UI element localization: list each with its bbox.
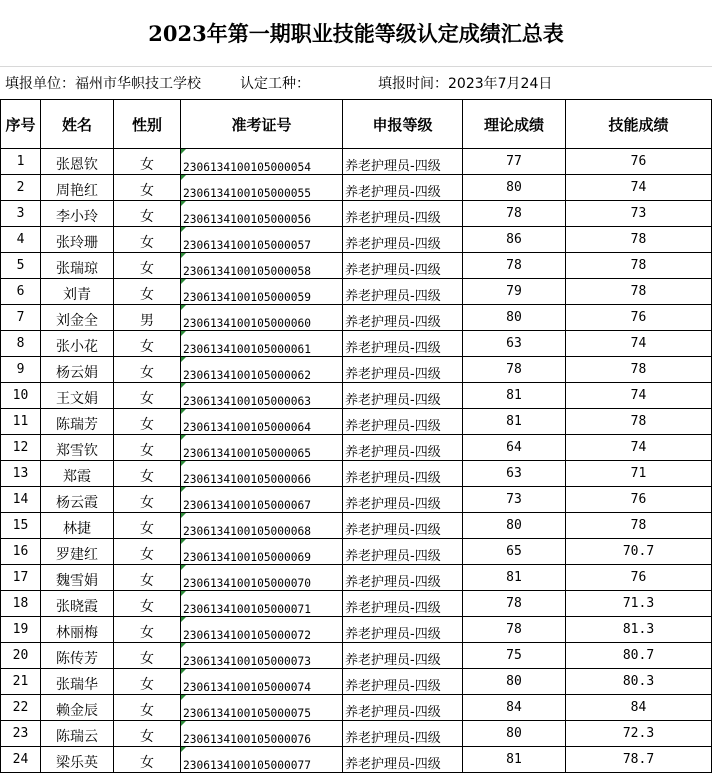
ticket-number: 2306134100105000059 (181, 279, 343, 305)
theory-score: 84 (463, 695, 566, 721)
row-index: 13 (1, 461, 41, 487)
row-index: 5 (1, 253, 41, 279)
skill-score: 76 (566, 565, 712, 591)
student-gender: 女 (114, 487, 181, 513)
student-name: 杨云娟 (41, 357, 114, 383)
student-name: 林丽梅 (41, 617, 114, 643)
student-gender: 女 (114, 565, 181, 591)
declared-level: 养老护理员-四级 (343, 201, 463, 227)
student-gender: 女 (114, 513, 181, 539)
student-name: 刘金全 (41, 305, 114, 331)
student-gender: 女 (114, 721, 181, 747)
table-row (1, 175, 712, 201)
declared-level: 养老护理员-四级 (343, 435, 463, 461)
ticket-number: 2306134100105000068 (181, 513, 343, 539)
skill-score: 71 (566, 461, 712, 487)
declared-level: 养老护理员-四级 (343, 253, 463, 279)
ticket-number: 2306134100105000067 (181, 487, 343, 513)
student-gender: 女 (114, 669, 181, 695)
student-name: 魏雪娟 (41, 565, 114, 591)
declared-level: 养老护理员-四级 (343, 227, 463, 253)
student-name: 罗建红 (41, 539, 114, 565)
theory-score: 64 (463, 435, 566, 461)
theory-score: 73 (463, 487, 566, 513)
table-row (1, 617, 712, 643)
student-gender: 女 (114, 331, 181, 357)
theory-score: 80 (463, 721, 566, 747)
ticket-number: 2306134100105000069 (181, 539, 343, 565)
student-name: 郑雪钦 (41, 435, 114, 461)
student-name: 陈传芳 (41, 643, 114, 669)
table-row (1, 487, 712, 513)
row-index: 24 (1, 747, 41, 773)
row-index: 17 (1, 565, 41, 591)
row-index: 14 (1, 487, 41, 513)
skill-score: 78 (566, 513, 712, 539)
student-name: 周艳红 (41, 175, 114, 201)
student-gender: 女 (114, 227, 181, 253)
declared-level: 养老护理员-四级 (343, 149, 463, 175)
theory-score: 80 (463, 513, 566, 539)
ticket-number: 2306134100105000075 (181, 695, 343, 721)
skill-score: 80.3 (566, 669, 712, 695)
ticket-number: 2306134100105000063 (181, 383, 343, 409)
student-gender: 女 (114, 201, 181, 227)
theory-score: 81 (463, 565, 566, 591)
theory-score: 78 (463, 591, 566, 617)
declared-level: 养老护理员-四级 (343, 591, 463, 617)
theory-score: 80 (463, 669, 566, 695)
header-theory-score: 理论成绩 (463, 100, 566, 149)
skill-score: 74 (566, 383, 712, 409)
student-name: 杨云霞 (41, 487, 114, 513)
ticket-number: 2306134100105000061 (181, 331, 343, 357)
skill-score: 76 (566, 149, 712, 175)
table-row (1, 305, 712, 331)
skill-score: 81.3 (566, 617, 712, 643)
info-line (0, 66, 712, 100)
declared-level: 养老护理员-四级 (343, 695, 463, 721)
declared-level: 养老护理员-四级 (343, 669, 463, 695)
table-row (1, 331, 712, 357)
ticket-number: 2306134100105000056 (181, 201, 343, 227)
row-index: 8 (1, 331, 41, 357)
ticket-number: 2306134100105000058 (181, 253, 343, 279)
theory-score: 78 (463, 617, 566, 643)
student-gender: 女 (114, 591, 181, 617)
skill-score: 78.7 (566, 747, 712, 773)
skill-score: 78 (566, 357, 712, 383)
student-gender: 女 (114, 383, 181, 409)
ticket-number: 2306134100105000070 (181, 565, 343, 591)
student-gender: 女 (114, 253, 181, 279)
declared-level: 养老护理员-四级 (343, 175, 463, 201)
student-name: 张玲珊 (41, 227, 114, 253)
row-index: 12 (1, 435, 41, 461)
theory-score: 79 (463, 279, 566, 305)
student-gender: 女 (114, 695, 181, 721)
ticket-number: 2306134100105000057 (181, 227, 343, 253)
row-index: 15 (1, 513, 41, 539)
table-row (1, 565, 712, 591)
table-row (1, 747, 712, 773)
declared-level: 养老护理员-四级 (343, 383, 463, 409)
student-name: 张晓霞 (41, 591, 114, 617)
student-name: 梁乐英 (41, 747, 114, 773)
skill-score: 78 (566, 409, 712, 435)
ticket-number: 2306134100105000054 (181, 149, 343, 175)
table-row (1, 253, 712, 279)
ticket-number: 2306134100105000064 (181, 409, 343, 435)
table-row (1, 227, 712, 253)
theory-score: 65 (463, 539, 566, 565)
student-name: 李小玲 (41, 201, 114, 227)
skill-score: 78 (566, 253, 712, 279)
skill-score: 78 (566, 279, 712, 305)
row-index: 3 (1, 201, 41, 227)
student-name: 陈瑞芳 (41, 409, 114, 435)
declared-level: 养老护理员-四级 (343, 409, 463, 435)
student-gender: 女 (114, 175, 181, 201)
declared-level: 养老护理员-四级 (343, 747, 463, 773)
reporting-unit: 填报单位：福州市华帜技工学校 (5, 76, 201, 92)
declared-level: 养老护理员-四级 (343, 357, 463, 383)
table-row (1, 409, 712, 435)
declared-level: 养老护理员-四级 (343, 305, 463, 331)
student-name: 赖金辰 (41, 695, 114, 721)
page-title: 2023年第一期职业技能等级认定成绩汇总表 (0, 0, 712, 67)
student-name: 张瑞华 (41, 669, 114, 695)
declared-level: 养老护理员-四级 (343, 461, 463, 487)
certified-work-type: 认定工种： (240, 76, 310, 92)
table-row (1, 383, 712, 409)
row-index: 11 (1, 409, 41, 435)
table-row (1, 279, 712, 305)
header-gender: 性别 (114, 100, 181, 149)
student-gender: 女 (114, 643, 181, 669)
theory-score: 77 (463, 149, 566, 175)
theory-score: 81 (463, 409, 566, 435)
skill-score: 80.7 (566, 643, 712, 669)
declared-level: 养老护理员-四级 (343, 279, 463, 305)
student-name: 张瑞琼 (41, 253, 114, 279)
row-index: 21 (1, 669, 41, 695)
skill-score: 78 (566, 227, 712, 253)
ticket-number: 2306134100105000062 (181, 357, 343, 383)
ticket-number: 2306134100105000066 (181, 461, 343, 487)
skill-score: 76 (566, 305, 712, 331)
header-name: 姓名 (41, 100, 114, 149)
table-row (1, 695, 712, 721)
skill-score: 74 (566, 435, 712, 461)
row-index: 19 (1, 617, 41, 643)
student-name: 王文娟 (41, 383, 114, 409)
student-gender: 女 (114, 747, 181, 773)
reporting-time: 填报时间：2023年7月24日 (378, 76, 553, 92)
theory-score: 78 (463, 253, 566, 279)
table-row (1, 513, 712, 539)
ticket-number: 2306134100105000060 (181, 305, 343, 331)
skill-score: 72.3 (566, 721, 712, 747)
theory-score: 81 (463, 747, 566, 773)
declared-level: 养老护理员-四级 (343, 643, 463, 669)
declared-level: 养老护理员-四级 (343, 617, 463, 643)
row-index: 16 (1, 539, 41, 565)
skill-score: 70.7 (566, 539, 712, 565)
student-gender: 女 (114, 357, 181, 383)
ticket-number: 2306134100105000071 (181, 591, 343, 617)
table-row (1, 539, 712, 565)
table-row (1, 357, 712, 383)
ticket-number: 2306134100105000072 (181, 617, 343, 643)
theory-score: 78 (463, 357, 566, 383)
header-skill-score: 技能成绩 (566, 100, 712, 149)
theory-score: 80 (463, 175, 566, 201)
theory-score: 75 (463, 643, 566, 669)
student-name: 郑霞 (41, 461, 114, 487)
score-table (0, 99, 712, 773)
ticket-number: 2306134100105000055 (181, 175, 343, 201)
table-row (1, 435, 712, 461)
row-index: 10 (1, 383, 41, 409)
student-gender: 女 (114, 409, 181, 435)
declared-level: 养老护理员-四级 (343, 721, 463, 747)
declared-level: 养老护理员-四级 (343, 539, 463, 565)
theory-score: 86 (463, 227, 566, 253)
table-row (1, 461, 712, 487)
declared-level: 养老护理员-四级 (343, 331, 463, 357)
row-index: 22 (1, 695, 41, 721)
declared-level: 养老护理员-四级 (343, 565, 463, 591)
header-index: 序号 (1, 100, 41, 149)
ticket-number: 2306134100105000065 (181, 435, 343, 461)
row-index: 2 (1, 175, 41, 201)
table-header-row (1, 100, 712, 149)
theory-score: 81 (463, 383, 566, 409)
table-row (1, 721, 712, 747)
header-ticket-number: 准考证号 (181, 100, 343, 149)
student-gender: 女 (114, 149, 181, 175)
row-index: 9 (1, 357, 41, 383)
student-gender: 女 (114, 539, 181, 565)
table-row (1, 201, 712, 227)
table-row (1, 669, 712, 695)
student-name: 陈瑞云 (41, 721, 114, 747)
row-index: 7 (1, 305, 41, 331)
ticket-number: 2306134100105000076 (181, 721, 343, 747)
skill-score: 74 (566, 175, 712, 201)
row-index: 6 (1, 279, 41, 305)
student-gender: 女 (114, 435, 181, 461)
student-gender: 女 (114, 279, 181, 305)
theory-score: 63 (463, 461, 566, 487)
student-gender: 男 (114, 305, 181, 331)
ticket-number: 2306134100105000073 (181, 643, 343, 669)
student-gender: 女 (114, 461, 181, 487)
student-gender: 女 (114, 617, 181, 643)
declared-level: 养老护理员-四级 (343, 513, 463, 539)
table-row (1, 643, 712, 669)
theory-score: 80 (463, 305, 566, 331)
student-name: 张小花 (41, 331, 114, 357)
skill-score: 84 (566, 695, 712, 721)
skill-score: 73 (566, 201, 712, 227)
table-row (1, 149, 712, 175)
skill-score: 74 (566, 331, 712, 357)
student-name: 张恩钦 (41, 149, 114, 175)
student-name: 刘青 (41, 279, 114, 305)
ticket-number: 2306134100105000074 (181, 669, 343, 695)
table-row (1, 591, 712, 617)
row-index: 18 (1, 591, 41, 617)
header-level: 申报等级 (343, 100, 463, 149)
theory-score: 63 (463, 331, 566, 357)
row-index: 1 (1, 149, 41, 175)
row-index: 20 (1, 643, 41, 669)
theory-score: 78 (463, 201, 566, 227)
row-index: 4 (1, 227, 41, 253)
skill-score: 71.3 (566, 591, 712, 617)
declared-level: 养老护理员-四级 (343, 487, 463, 513)
ticket-number: 2306134100105000077 (181, 747, 343, 773)
row-index: 23 (1, 721, 41, 747)
skill-score: 76 (566, 487, 712, 513)
student-name: 林捷 (41, 513, 114, 539)
